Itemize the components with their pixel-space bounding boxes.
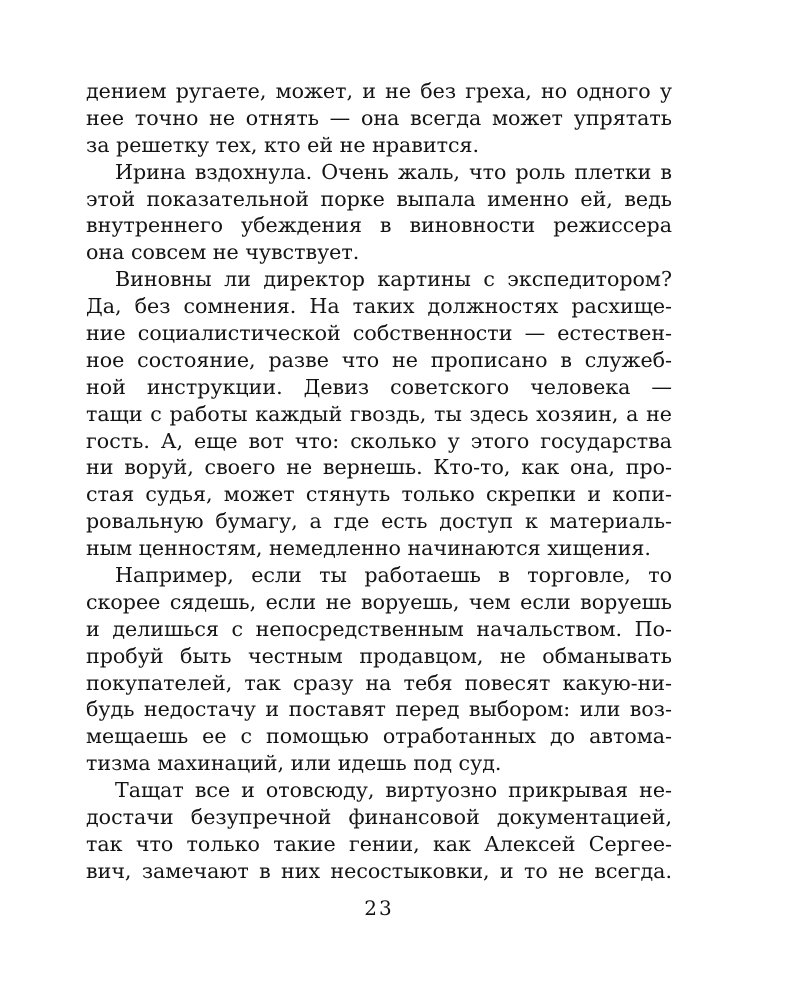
paragraph	[86, 266, 672, 562]
text-line: внутреннего убеждения в виновности режиссера	[86, 213, 672, 238]
text-line: стая судья, может стянуть только скрепки и копи-	[86, 482, 672, 507]
paragraph	[86, 562, 672, 777]
text-line: ным ценностям, немедленно начинаются хищения.	[86, 536, 651, 561]
page-body	[86, 78, 672, 885]
text-line: мещаешь ее с помощью отработанных до автома-	[86, 724, 672, 749]
text-line: Виновны ли директор картины с экспедитором?	[115, 267, 672, 292]
page-number: 23	[364, 896, 394, 920]
text-line: тащи с работы каждый гвоздь, ты здесь хозяин, а не	[86, 401, 672, 426]
text-line: ное состояние, разве что не прописано в служеб-	[86, 347, 672, 372]
text-line: этой показательной порке выпала именно ей, ведь	[86, 186, 672, 211]
text-line: ни воруй, своего не вернешь. Кто-то, как она, про-	[86, 455, 672, 480]
paragraph	[86, 159, 672, 267]
text-line: и делишься с непосредственным начальством. По-	[86, 616, 672, 641]
text-line: ной инструкции. Девиз советского человека —	[86, 374, 672, 399]
text-line: ние социалистической собственности — естествен-	[86, 321, 672, 346]
text-line: Да, без сомнения. На таких должностях расхище-	[86, 294, 672, 319]
text-line: ровальную бумагу, а где есть доступ к материаль-	[86, 509, 672, 534]
text-line: достачи безупречной финансовой документацией,	[86, 805, 672, 830]
text-line: за решетку тех, кто ей не нравится.	[86, 132, 480, 157]
text-line: покупателей, так сразу на тебя повесят какую-ни-	[86, 670, 672, 695]
text-line: нее точно не отнять — она всегда может упрятать	[86, 105, 672, 130]
paragraph	[86, 777, 672, 885]
text-line: так что только такие гении, как Алексей Сергее-	[86, 831, 672, 856]
text-line: будь недостачу и поставят перед выбором: или воз-	[86, 697, 672, 722]
text-line: Тащат все и отовсюду, виртуозно прикрывая не-	[115, 778, 672, 803]
text-line: она совсем не чувствует.	[86, 240, 360, 265]
paragraph	[86, 78, 672, 159]
text-line: гость. А, еще вот что: сколько у этого государства	[86, 428, 672, 453]
text-line: вич, замечают в них несостыковки, и то не всегда.	[86, 858, 672, 883]
text-line: Например, если ты работаешь в торговле, то	[115, 563, 672, 588]
text-line: пробуй быть честным продавцом, не обманывать	[86, 643, 672, 668]
text-line: тизма махинаций, или идешь под суд.	[86, 751, 502, 776]
text-line: скорее сядешь, если не воруешь, чем если воруешь	[86, 589, 672, 614]
text-line: Ирина вздохнула. Очень жаль, что роль плетки в	[115, 159, 672, 184]
text-line: дением ругаете, может, и не без греха, но одного у	[86, 79, 672, 103]
